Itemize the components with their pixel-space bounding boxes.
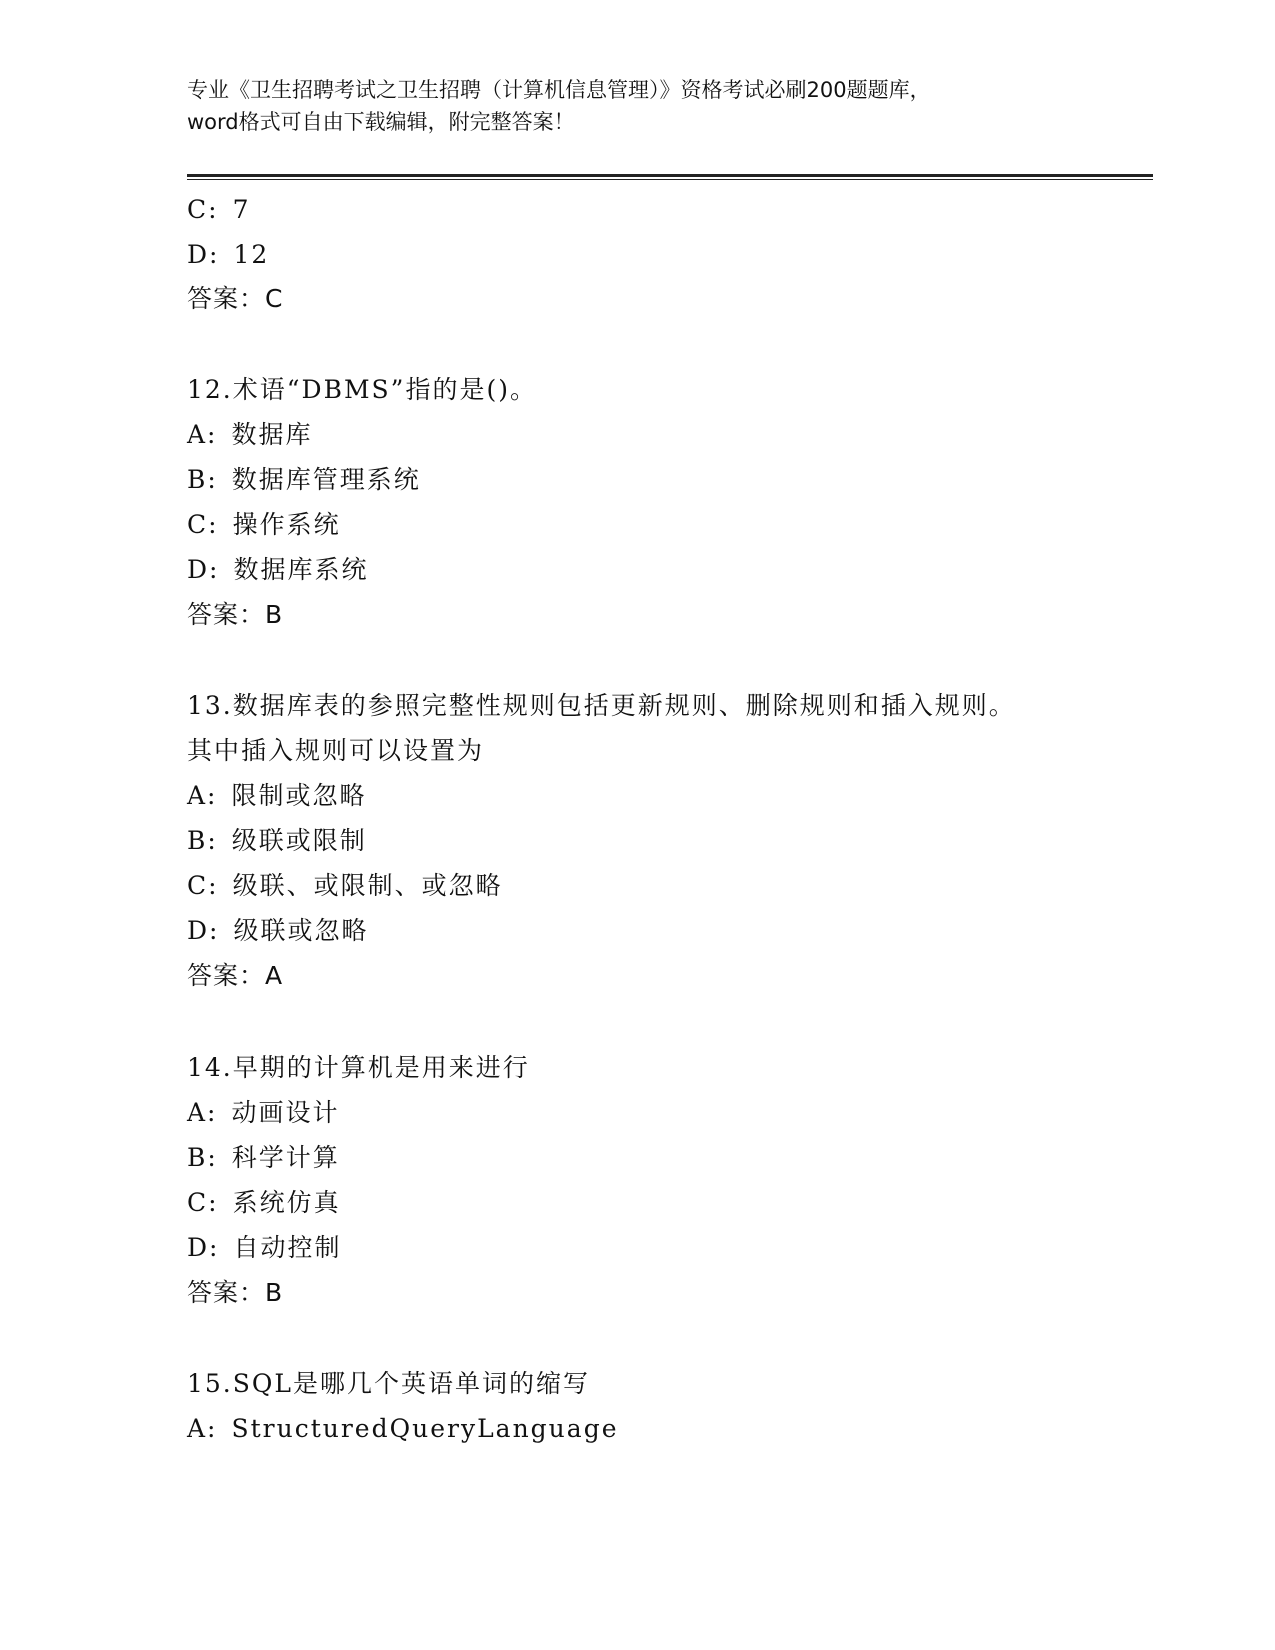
header-title-line-2: word格式可自由下载编辑，附完整答案！ [187,110,575,134]
answer-line: 答案：B [187,1278,284,1307]
option-row [187,1097,340,1129]
option-label: C: [187,871,219,900]
option-label: C: [187,1188,219,1217]
option-label: A: [187,1414,218,1443]
header-divider [187,174,1153,180]
option-text: 级联或忽略 [233,916,369,945]
option-text: 限制或忽略 [231,781,367,810]
option-label: B: [187,1143,218,1172]
option-row [187,870,503,902]
option-label: C: [187,195,219,224]
option-label: A: [187,420,218,449]
option-row [187,1142,340,1174]
option-text: 级联、或限制、或忽略 [232,871,503,900]
option-text: 7 [232,195,251,224]
option-text: 12 [233,240,270,269]
option-row [187,239,269,271]
option-row [187,554,368,586]
option-row [187,825,367,857]
option-text: 自动控制 [233,1233,342,1262]
option-text: 动画设计 [231,1098,340,1127]
option-label: D: [187,555,220,584]
option-text: 级联或限制 [231,826,367,855]
option-text: 操作系统 [232,510,341,539]
option-row [187,194,250,226]
option-row [187,915,368,947]
option-row [187,1413,619,1445]
option-text: 数据库 [231,420,313,449]
option-row [187,780,367,812]
option-row [187,464,421,496]
option-row [187,509,341,541]
option-text: 数据库管理系统 [231,465,421,494]
question-stem-continued: 其中插入规则可以设置为 [187,736,485,765]
option-row [187,419,313,451]
option-label: D: [187,916,220,945]
option-text: 数据库系统 [233,555,369,584]
answer-line: 答案：A [187,961,284,990]
option-text: StructuredQueryLanguage [231,1414,619,1443]
option-label: C: [187,510,219,539]
option-label: D: [187,240,220,269]
option-label: D: [187,1233,220,1262]
header-title-line-1: 专业《卫生招聘考试之卫生招聘（计算机信息管理）》资格考试必刷200题题库， [187,78,931,102]
option-row [187,1232,341,1264]
option-label: B: [187,826,218,855]
option-text: 系统仿真 [232,1188,341,1217]
option-label: A: [187,1098,218,1127]
option-label: A: [187,781,218,810]
answer-line: 答案：B [187,600,284,629]
option-label: B: [187,465,218,494]
option-text: 科学计算 [231,1143,340,1172]
question-stem: 15.SQL是哪几个英语单词的缩写 [187,1369,590,1398]
answer-line: 答案：C [187,284,284,313]
question-stem: 13.数据库表的参照完整性规则包括更新规则、删除规则和插入规则。 [187,691,1016,720]
question-stem: 14.早期的计算机是用来进行 [187,1053,530,1082]
option-row [187,1187,341,1219]
question-stem: 12.术语“DBMS”指的是()。 [187,375,537,404]
